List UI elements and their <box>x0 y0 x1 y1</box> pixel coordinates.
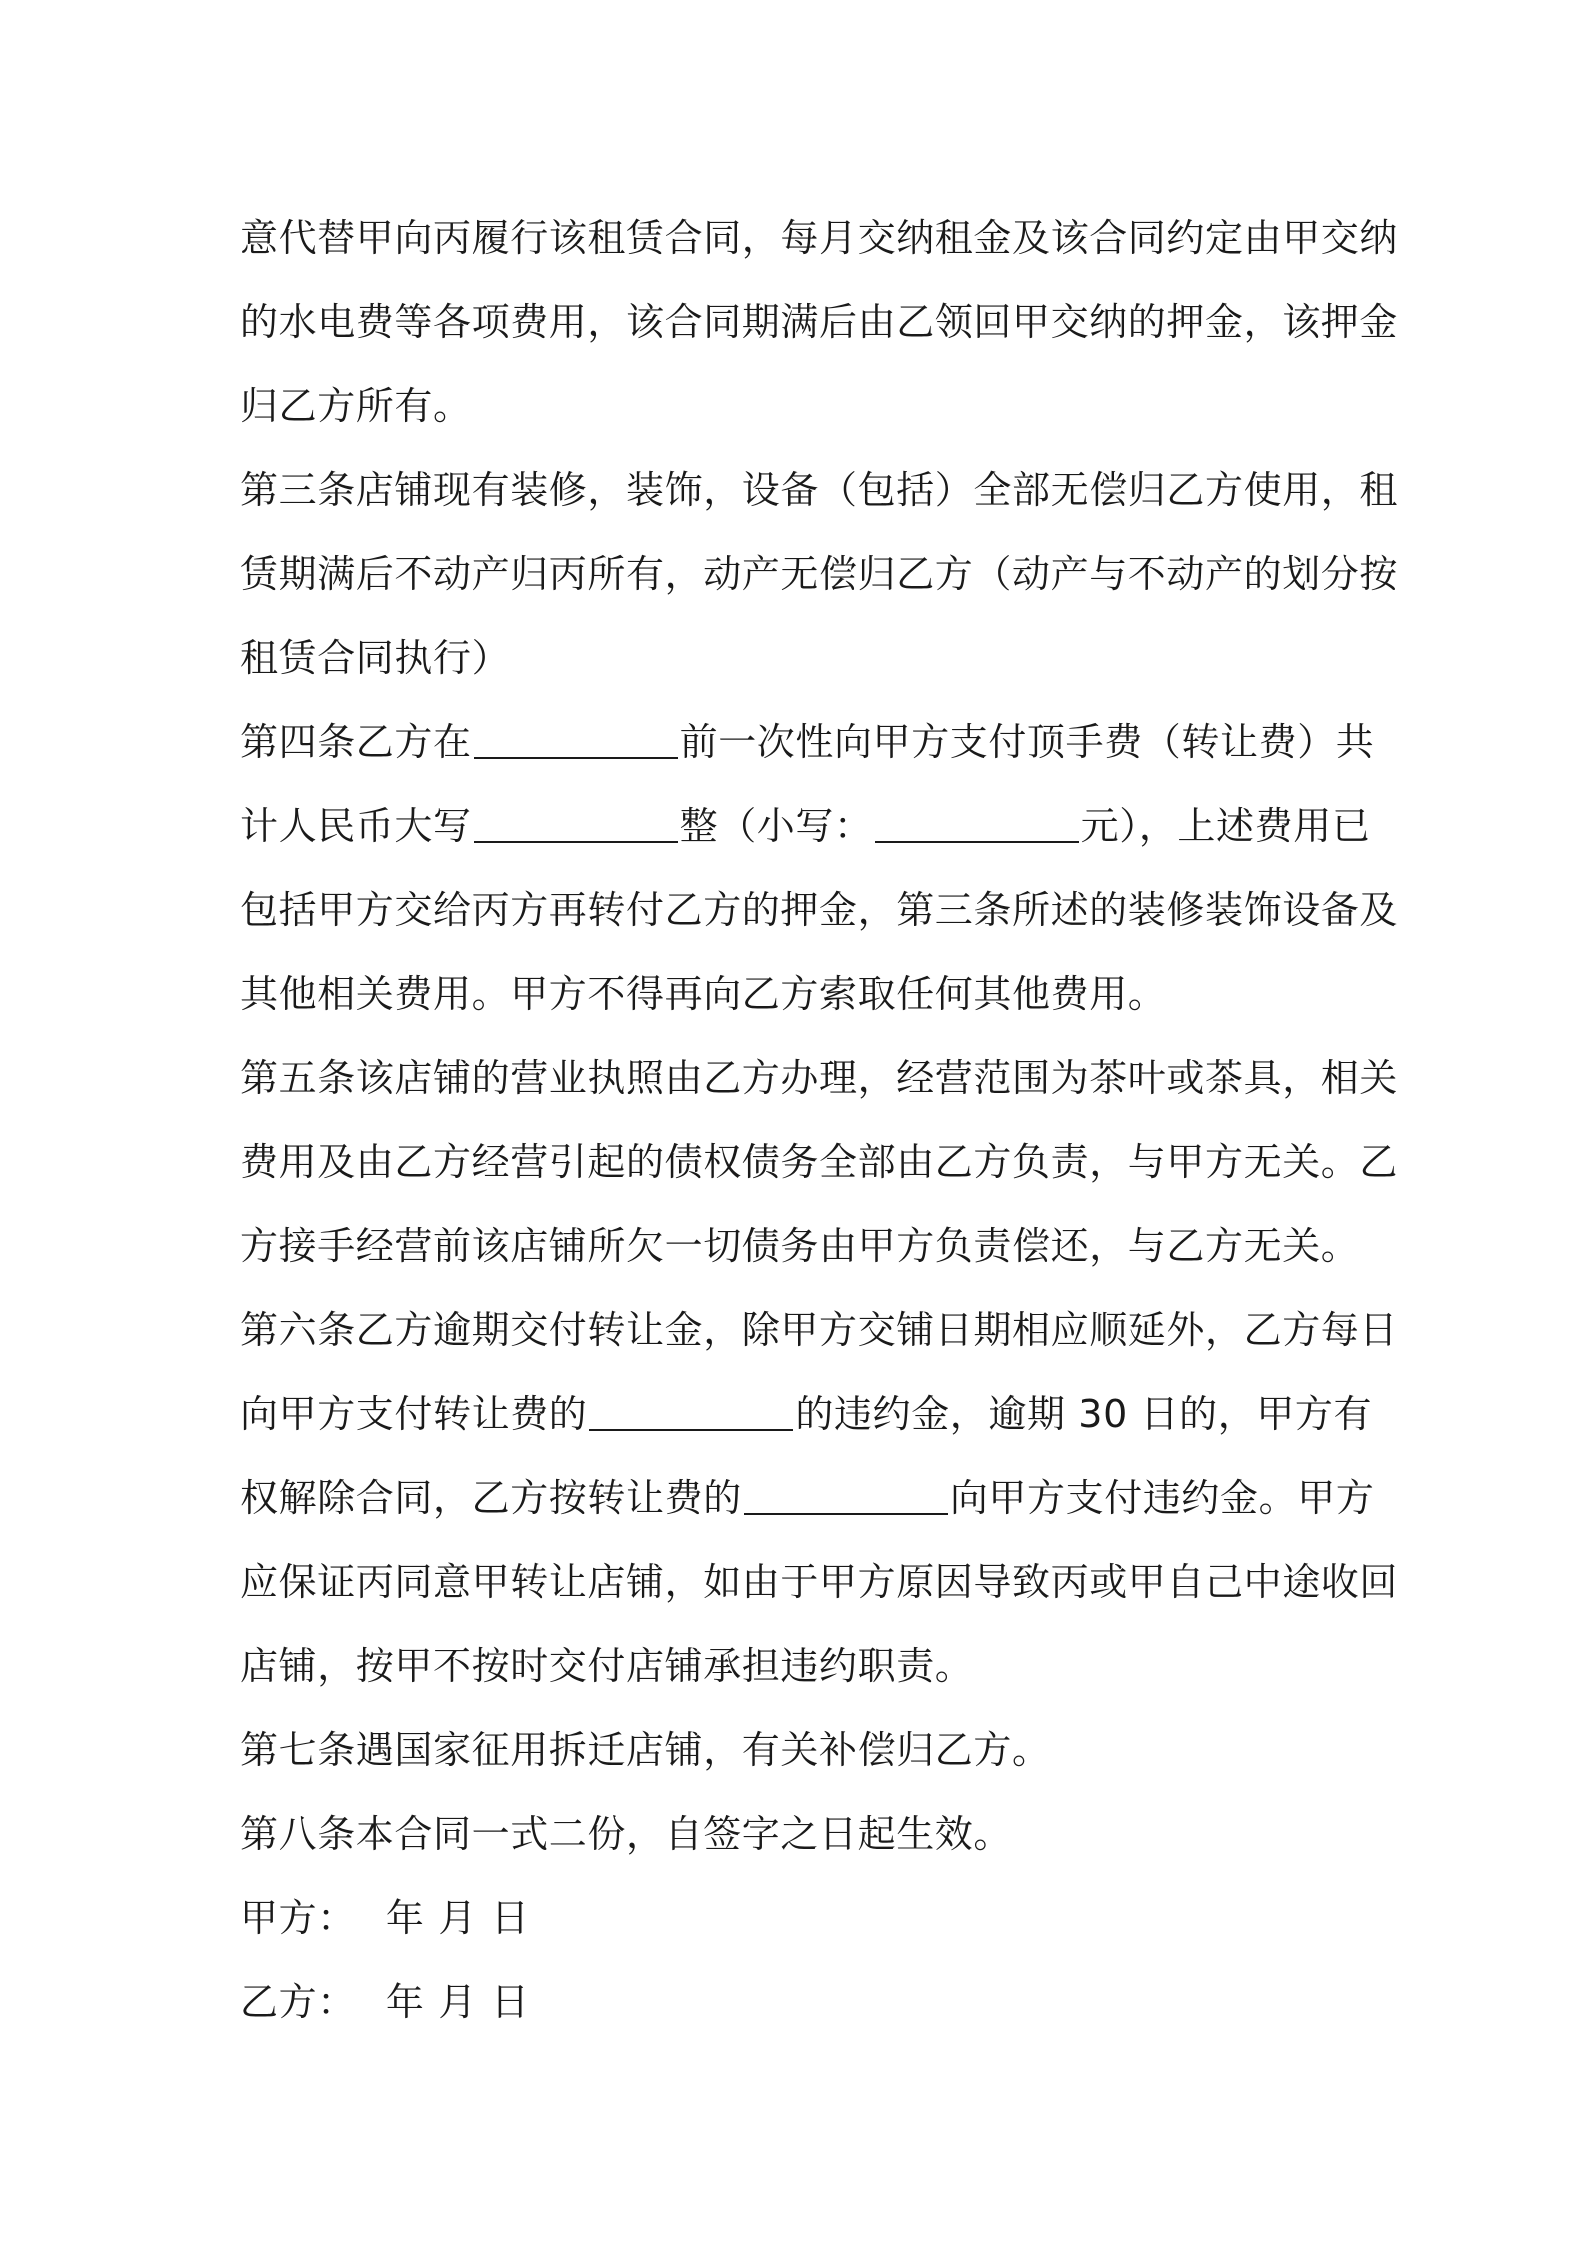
fill-in-blank-penalty-amount[interactable] <box>744 1513 948 1515</box>
text-segment: 整（小写： <box>679 804 873 848</box>
day-label: 日 <box>491 1896 530 1940</box>
text-line: 租赁合同执行） <box>240 636 511 680</box>
article-8 <box>240 1792 1358 1876</box>
text-segment: 向甲方支付转让费的 <box>240 1392 588 1436</box>
year-label: 年 <box>385 1980 425 2024</box>
article-6 <box>240 1288 1399 1708</box>
text-line: 其他相关费用。甲方不得再向乙方索取任何其他费用。 <box>240 972 1167 1016</box>
signature-party-a <box>240 1876 1358 1960</box>
paragraph-continuation <box>240 196 1399 448</box>
text-line: 的水电费等各项费用，该合同期满后由乙领回甲交纳的押金，该押金 <box>240 300 1399 344</box>
text-line <box>240 700 1375 784</box>
text-line <box>240 1372 1373 1456</box>
year-label: 年 <box>385 1896 425 1940</box>
text-line <box>240 784 1371 868</box>
fill-in-blank-penalty-rate[interactable] <box>589 1429 793 1431</box>
party-a-label: 甲方： <box>240 1896 356 1940</box>
text-segment: 的违约金，逾期 30 日的，甲方有 <box>795 1392 1373 1436</box>
text-segment: 第四条乙方在 <box>240 720 472 764</box>
contract-body <box>240 196 1399 2044</box>
text-segment: 权解除合同，乙方按转让费的 <box>240 1476 742 1520</box>
fill-in-blank-amount-uppercase[interactable] <box>474 841 678 843</box>
text-line: 方接手经营前该店铺所欠一切债务由甲方负责偿还，与乙方无关。 <box>240 1224 1360 1268</box>
text-segment: 计人民币大写 <box>240 804 472 848</box>
day-label: 日 <box>491 1980 530 2024</box>
fill-in-blank-date[interactable] <box>474 757 678 759</box>
text-line: 意代替甲向丙履行该租赁合同，每月交纳租金及该合同约定由甲交纳 <box>240 216 1399 260</box>
text-segment: 前一次性向甲方支付顶手费（转让费）共 <box>679 720 1375 764</box>
text-line: 第七条遇国家征用拆迁店铺，有关补偿归乙方。 <box>240 1728 1051 1772</box>
article-3 <box>240 448 1399 700</box>
text-line: 第三条店铺现有装修，装饰，设备（包括）全部无偿归乙方使用，租 <box>240 468 1399 512</box>
month-label: 月 <box>438 1980 478 2024</box>
text-line: 费用及由乙方经营引起的债权债务全部由乙方负责，与甲方无关。乙 <box>240 1140 1399 1184</box>
fill-in-blank-amount-lowercase[interactable] <box>875 841 1079 843</box>
text-segment: 元），上述费用已 <box>1080 804 1371 848</box>
text-segment: 向甲方支付违约金。甲方 <box>949 1476 1375 1520</box>
text-line: 归乙方所有。 <box>240 384 472 428</box>
text-line: 第八条本合同一式二份，自签字之日起生效。 <box>240 1812 1013 1856</box>
article-5 <box>240 1036 1399 1288</box>
text-line: 第五条该店铺的营业执照由乙方办理，经营范围为茶叶或茶具，相关 <box>240 1056 1399 1100</box>
text-line: 包括甲方交给丙方再转付乙方的押金，第三条所述的装修装饰设备及 <box>240 888 1399 932</box>
text-line: 应保证丙同意甲转让店铺，如由于甲方原因导致丙或甲自己中途收回 <box>240 1560 1399 1604</box>
article-7 <box>240 1708 1358 1792</box>
text-line: 第六条乙方逾期交付转让金，除甲方交铺日期相应顺延外，乙方每日 <box>240 1308 1399 1352</box>
text-line: 店铺，按甲不按时交付店铺承担违约职责。 <box>240 1644 974 1688</box>
party-b-label: 乙方： <box>240 1980 356 2024</box>
text-line <box>240 1456 1375 1540</box>
article-4 <box>240 700 1399 1036</box>
text-line: 赁期满后不动产归丙所有，动产无偿归乙方（动产与不动产的划分按 <box>240 552 1399 596</box>
month-label: 月 <box>438 1896 478 1940</box>
signature-party-b <box>240 1960 1358 2044</box>
